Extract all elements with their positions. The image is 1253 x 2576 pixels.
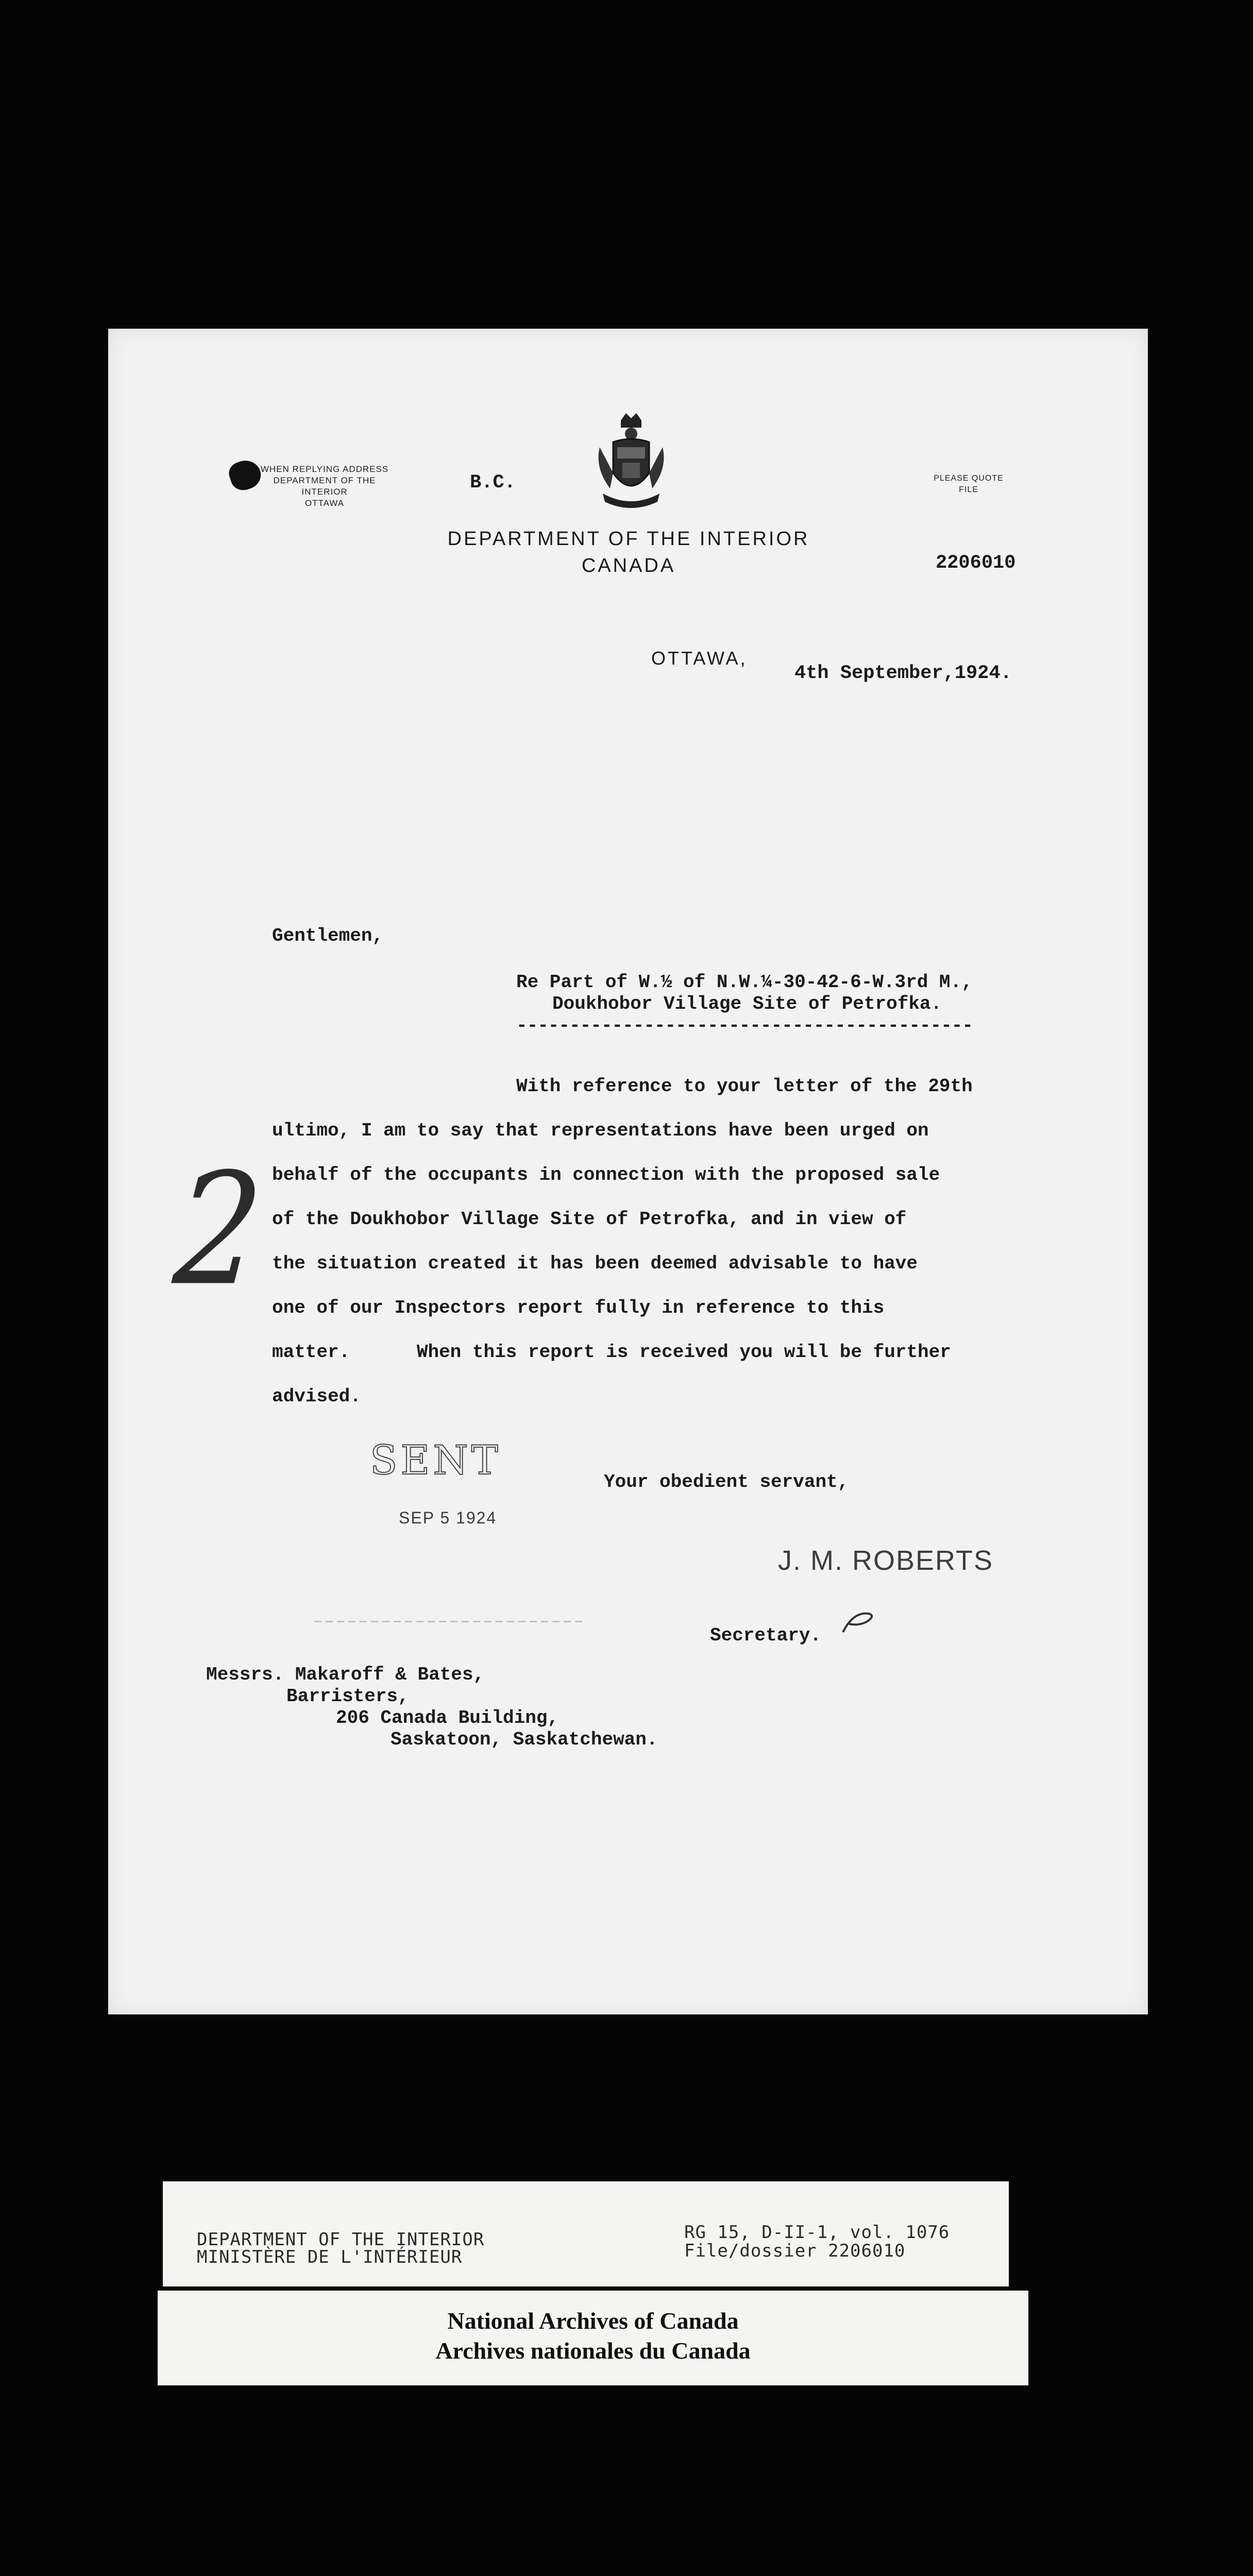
closing: Your obedient servant, — [604, 1471, 849, 1493]
recipient-line: Messrs. Makaroff & Bates, — [206, 1664, 485, 1685]
city: OTTAWA, — [651, 648, 748, 669]
please-quote-file — [922, 473, 1015, 496]
recipient-line: 206 Canada Building, — [336, 1707, 559, 1728]
country-name: CANADA — [581, 555, 676, 577]
archive-label — [163, 2181, 1009, 2286]
sent-date-stamp: SEP 5 1924 — [399, 1509, 497, 1527]
department-name: DEPARTMENT OF THE INTERIOR — [447, 528, 810, 550]
archives-name-en: National Archives of Canada — [447, 2308, 739, 2334]
body-line: behalf of the occupants in connection with the proposed sale — [272, 1164, 940, 1185]
archive-dept-fr: MINISTÈRE DE L'INTÉRIEUR — [197, 2247, 463, 2267]
reply-address-line: DEPARTMENT OF THE INTERIOR — [273, 476, 376, 497]
archives-banner-text — [158, 2306, 1028, 2366]
margin-mark: 2 — [153, 1141, 283, 1320]
coat-of-arms-icon — [592, 411, 670, 514]
letter-date: 4th September,1924. — [794, 663, 1012, 684]
body-line: ultimo, I am to say that representations have been urged on — [272, 1120, 929, 1141]
signature-stamp: J. M. ROBERTS — [778, 1545, 994, 1576]
recipient-line: Saskatoon, Saskatchewan. — [391, 1729, 658, 1750]
please-quote-line: PLEASE QUOTE — [934, 474, 1004, 483]
body-line: matter. When this report is received you will be further — [272, 1342, 951, 1363]
body-line: advised. — [272, 1386, 361, 1407]
reply-address-line: WHEN REPLYING ADDRESS — [260, 464, 389, 474]
archives-name-fr: Archives nationales du Canada — [435, 2337, 751, 2364]
reply-address — [258, 464, 392, 509]
subject-rule: ------------------------------------------- — [516, 1015, 973, 1036]
sent-stamp: SENT — [370, 1437, 501, 1484]
body-line: one of our Inspectors report fully in reference to this — [272, 1297, 885, 1318]
body-line: the situation created it has been deemed advisable to have — [272, 1253, 918, 1274]
signatory-title: Secretary. — [710, 1625, 822, 1646]
initials: B.C. — [470, 472, 516, 494]
archive-file: File/dossier 2206010 — [684, 2241, 906, 2261]
salutation: Gentlemen, — [272, 925, 384, 946]
subject-line-1: Re Part of W.½ of N.W.¼-30-42-6-W.3rd M., — [516, 972, 973, 993]
faint-rule — [314, 1621, 582, 1622]
body-line: With reference to your letter of the 29th — [516, 1076, 973, 1097]
archive-dept-en: DEPARTMENT OF THE INTERIOR — [197, 2229, 485, 2250]
department-heading — [397, 526, 860, 579]
subject-line-2: Doukhobor Village Site of Petrofka. — [552, 993, 942, 1014]
archive-ref: RG 15, D-II-1, vol. 1076 — [684, 2222, 950, 2243]
body-line: of the Doukhobor Village Site of Petrofka, and in view of — [272, 1209, 907, 1230]
reply-address-line: OTTAWA — [304, 498, 345, 508]
recipient-line: Barristers, — [286, 1686, 409, 1707]
file-number: 2206010 — [936, 552, 1016, 574]
please-quote-line: FILE — [959, 485, 978, 494]
archives-banner — [158, 2291, 1028, 2385]
signature-scribble — [838, 1606, 879, 1637]
document-sheet — [108, 329, 1148, 2014]
